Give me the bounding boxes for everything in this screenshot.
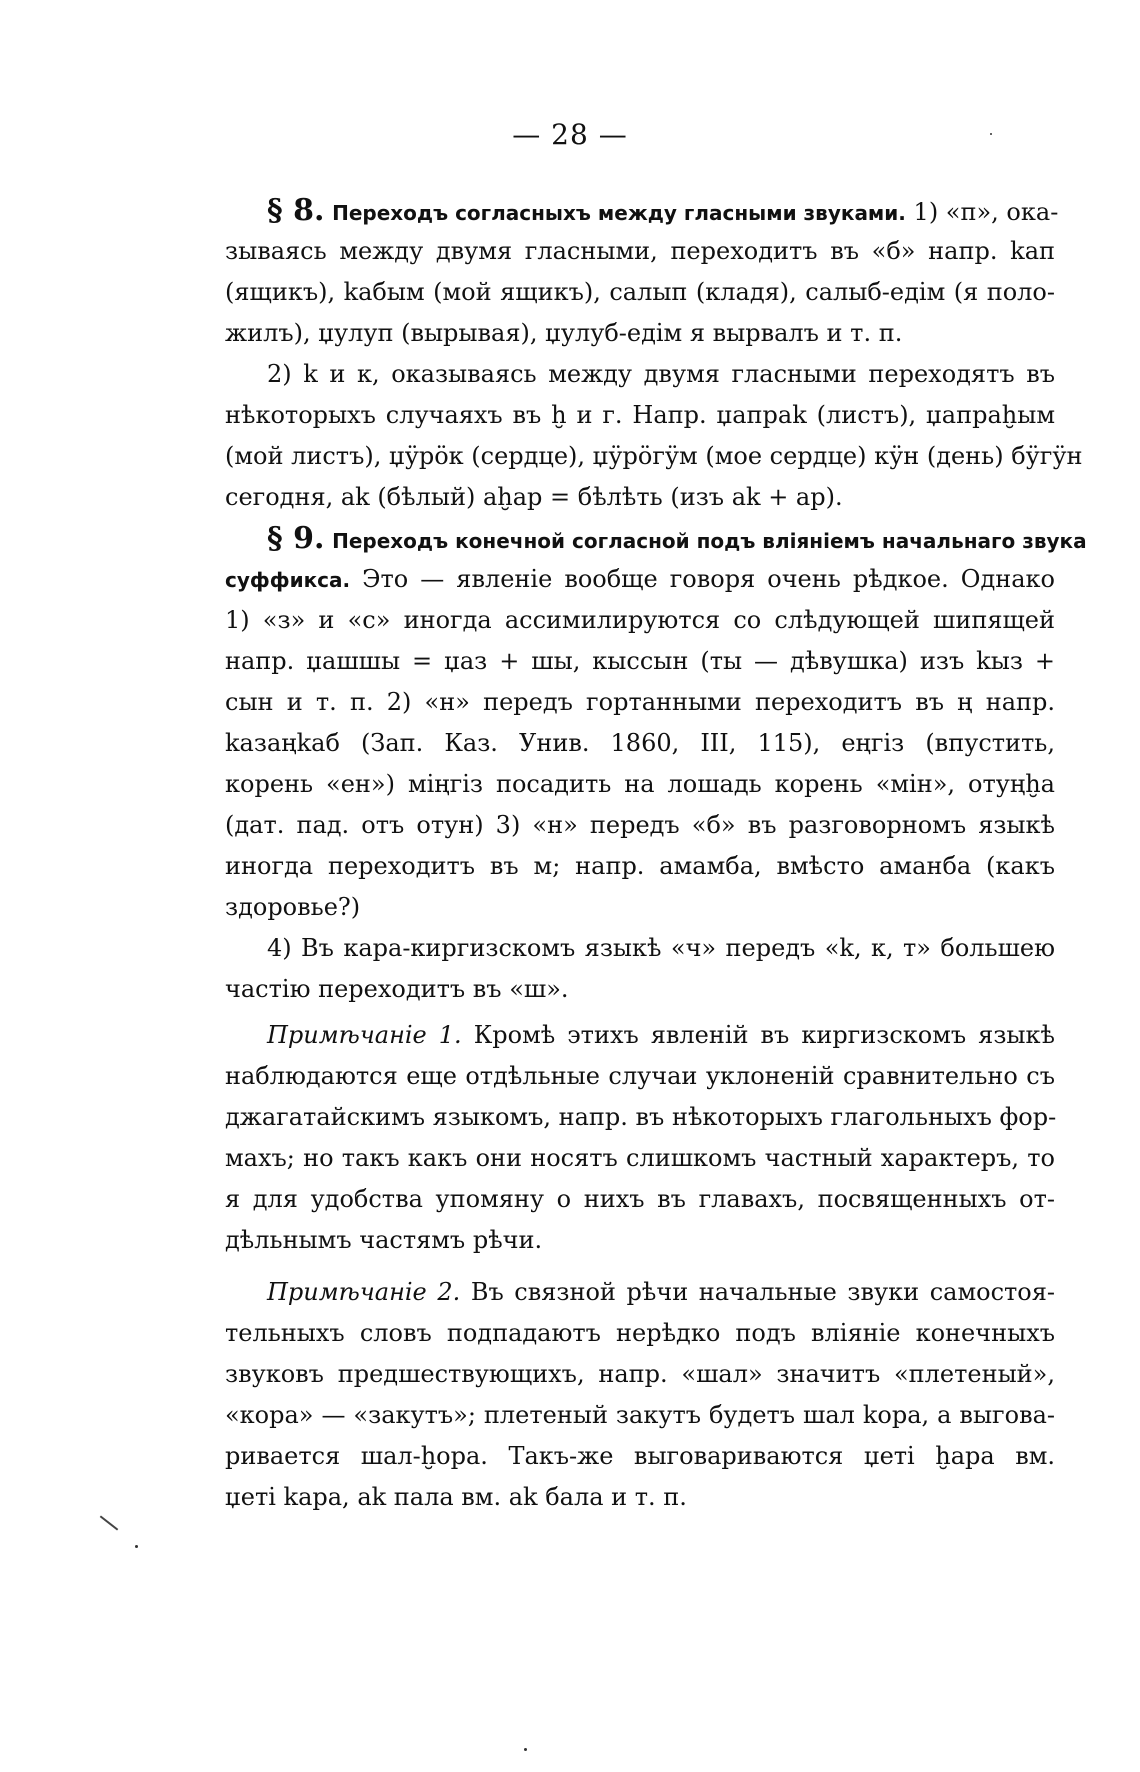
note-1 — [225, 1015, 1055, 1261]
text-line — [225, 518, 1087, 559]
scan-speck — [990, 133, 992, 135]
text-line: звуковъ предшествующихъ, напр. «шал» значитъ «плетеный», — [225, 1360, 1055, 1388]
section-mark: § 8. — [267, 193, 325, 228]
scan-speck — [135, 1545, 138, 1548]
note-2 — [225, 1272, 1055, 1518]
page-number: — 28 — — [512, 118, 628, 151]
text-line — [225, 559, 1055, 600]
text-line: (ящикъ), kабым (мой ящикъ), салып (кладя), салыб-едім (я поло- — [225, 278, 1055, 306]
text-line: 4) Въ кара-киргизскомъ языкѣ «ч» передъ «k, к, т» большею — [267, 934, 1055, 962]
text-line: джагатайскимъ языкомъ, напр. въ нѣкоторыхъ глагольныхъ фор- — [225, 1103, 1057, 1131]
text-line: жилъ), џулуп (вырывая), џулуб-едім я вырвалъ и т. п. — [225, 319, 903, 347]
section-mark: § 9. — [267, 521, 325, 556]
section-heading: Переходъ согласныхъ между гласными звуками. — [332, 201, 906, 225]
text-line: частію переходитъ въ «ш». — [225, 975, 569, 1003]
text-line — [225, 1015, 1055, 1056]
text-line: сегодня, аk (бѣлый) аḫар = бѣлѣть (изъ аk + ар). — [225, 483, 843, 511]
text-line: «кора» — «закутъ»; плетеный закутъ будетъ шал kора, а выгова- — [225, 1401, 1055, 1429]
section-heading-continued: суффикса. — [225, 568, 351, 592]
text-line: 1) «з» и «с» иногда ассимилируются со слѣдующей шипящей — [225, 606, 1055, 634]
text-line: тельныхъ словъ подпадаютъ нерѣдко подъ вліяніе конечныхъ — [225, 1319, 1055, 1347]
line-text: 1) «п», ока- — [913, 198, 1059, 226]
line-text: Кромѣ этихъ явленій въ киргизскомъ языкѣ — [473, 1021, 1055, 1049]
text-line — [225, 190, 1059, 231]
text-line: махъ; но такъ какъ они носятъ слишкомъ частный характеръ, то — [225, 1144, 1055, 1172]
text-line — [225, 1272, 1055, 1313]
text-line: наблюдаются еще отдѣльные случаи уклоненій сравнительно съ — [225, 1062, 1055, 1090]
text-line: напр. џашшы = џаз + шы, кыссын (ты — дѣвушка) изъ kыз + — [225, 647, 1055, 675]
note-label: Примѣчаніе 2. — [267, 1278, 461, 1306]
text-line: иногда переходитъ въ м; напр. амамба, вмѣсто аманба (какъ — [225, 852, 1055, 880]
section-8 — [225, 190, 1083, 518]
text-line: сын и т. п. 2) «н» передъ гортанными переходитъ въ ң напр. — [225, 688, 1055, 716]
text-line: ривается шал-ḫора. Такъ-же выговариваются џеті ḫара вм. — [225, 1442, 1055, 1470]
text-line: нѣкоторыхъ случаяхъ въ ḫ и г. Напр. џапраk (листъ), џапраḫым — [225, 401, 1055, 429]
line-text: Въ связной рѣчи начальные звуки самостоя- — [470, 1278, 1055, 1306]
text-line: корень «ен») міңгіз посадить на лошадь корень «мін», отуңḫа — [225, 770, 1055, 798]
text-line: 2) k и к, оказываясь между двумя гласными переходятъ въ — [267, 360, 1055, 388]
text-line: зываясь между двумя гласными, переходитъ въ «б» напр. kап — [225, 237, 1055, 265]
scan-scratch — [100, 1515, 119, 1530]
scan-speck — [524, 1748, 527, 1751]
section-heading: Переходъ конечной согласной подъ вліяніемъ начальнаго звука — [332, 529, 1087, 553]
text-line: џеті kара, аk пала вм. аk бала и т. п. — [225, 1483, 687, 1511]
text-line: здоровье?) — [225, 893, 361, 921]
text-line: (дат. пад. отъ отун) 3) «н» передъ «б» въ разговорномъ языкѣ — [225, 811, 1055, 839]
line-text: Это — явленіе вообще говоря очень рѣдкое. Однако — [362, 565, 1055, 593]
section-9 — [225, 518, 1087, 1010]
text-line: kазаңkаб (Зап. Каз. Унив. 1860, III, 115), еңгіз (впустить, — [225, 729, 1055, 757]
text-line: (мой листъ), џӱрӧк (сердце), џӱрӧгӱм (мое сердце) кӱн (день) бӱгӱн — [225, 442, 1083, 470]
text-line: я для удобства упомяну о нихъ въ главахъ, посвященныхъ от- — [225, 1185, 1055, 1213]
text-line: дѣльнымъ частямъ рѣчи. — [225, 1226, 543, 1254]
note-label: Примѣчаніе 1. — [267, 1021, 462, 1049]
